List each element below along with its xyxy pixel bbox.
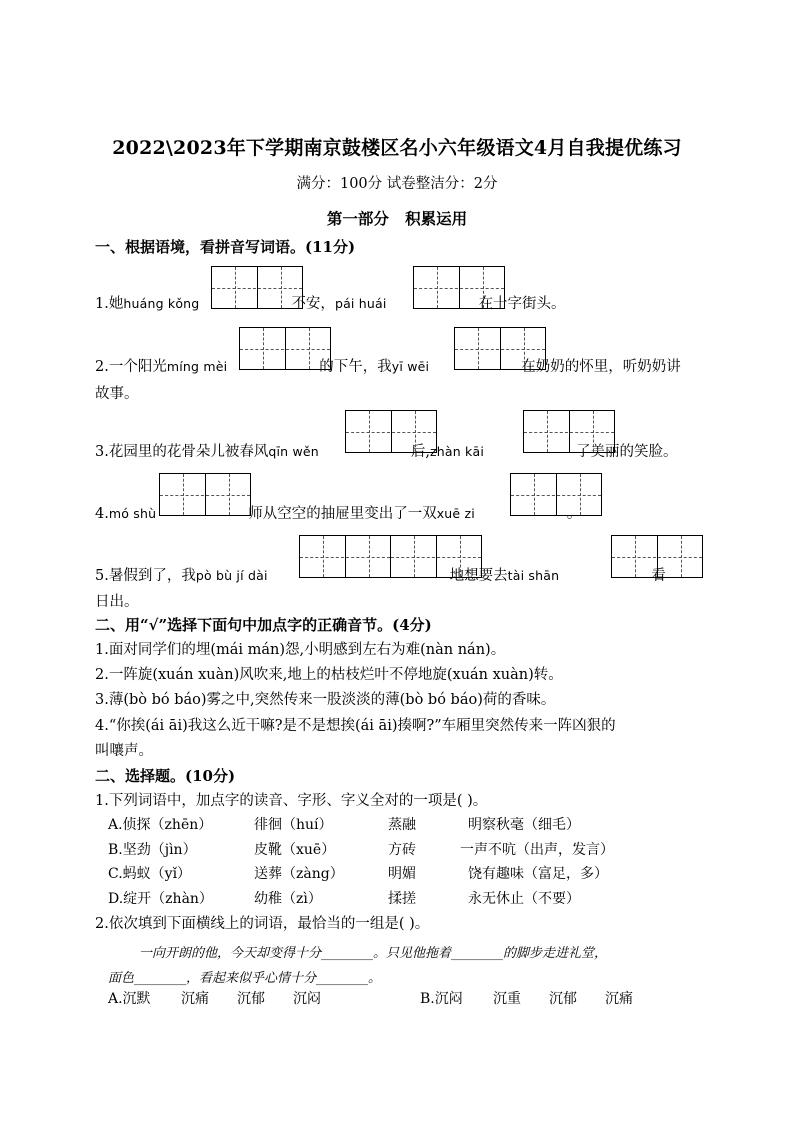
pinyin: xuē zi [436,506,475,521]
question-1: 1.下列词语中，加点字的读音、字形、字义全对的一项是( )。 [95,793,488,809]
option-a[interactable]: A.侦探（zhēn） [108,817,213,833]
section2-item: 4.“你挨(ái āi)我这么近干嘛?是不是想挨(ái āi)揍啊?”车厢里突然传来一阵凶狠的 [95,718,616,734]
answer-grid[interactable] [611,535,703,578]
option-b-word: 沉郁 [549,991,577,1007]
option-a-word: 沉闷 [293,991,321,1007]
pinyin: pò bù jí dài [195,568,268,583]
option-c-word: 明媚 [388,866,416,882]
section1-heading: 一、根据语境，看拼音写词语。(11分) [95,238,356,256]
pinyin: pái huái [334,296,387,311]
answer-grid[interactable] [299,535,391,578]
option-c[interactable]: C.蚂蚁（yǐ） [108,866,192,882]
pinyin: qīn wěn [268,444,319,459]
pinyin: tài shān [507,568,560,583]
q2-line-cont: 故事。 [95,386,139,402]
option-a-word: 明察秋毫（细毛） [468,817,580,833]
section2-item: 3.薄(bò bó báo)雾之中,突然传来一股淡淡的薄(bò bó báo)荷的香味。 [95,692,556,708]
answer-grid[interactable] [239,327,331,370]
pinyin: mó shù [108,506,157,521]
option-d-word: 幼稚（zì） [254,891,322,907]
option-a-word: 徘徊（huí） [254,817,333,833]
option-c-word: 饶有趣味（富足，多） [468,866,608,882]
section2-heading: 二、用“√”选择下面句中加点字的正确音节。(4分) [95,616,432,634]
score-info: 满分：100分 试卷整洁分：2分 [296,176,498,192]
answer-grid[interactable] [345,410,437,453]
section2-item: 叫嚷声。 [95,743,153,759]
option-b-word: 皮靴（xuē） [254,842,336,858]
answer-grid[interactable] [390,535,482,578]
option-c-word: 送葬（zàng） [254,866,344,882]
option-a[interactable]: A.沉默 [108,991,151,1007]
answer-grid[interactable] [211,266,303,309]
section2-item: 2.一阵旋(xuán xuàn)风吹来,地上的枯枝烂叶不停地旋(xuán xuàn)转。 [95,667,563,683]
option-b[interactable]: B.沉闷 [420,991,463,1007]
section3-heading: 二、选择题。(10分) [95,767,236,785]
q5-line: 5.暑假到了，我pò bù jí dài 地想要去tài shān 看 [95,568,666,584]
pinyin: míng mèi [166,359,228,374]
passage-line: 一向开朗的他，今天却变得十分________。只见他拖着________的脚步走进礼堂， [139,946,608,961]
answer-grid[interactable] [510,473,602,516]
option-b-word: 沉痛 [605,991,633,1007]
answer-grid[interactable] [454,327,546,370]
pinyin: yī wēi [391,359,430,374]
q1-line: 1.她huáng kǒng 不安，pái huái 在十字街头。 [95,296,566,312]
page-title: 2022\2023年下学期南京鼓楼区名小六年级语文4月自我提优练习 [112,137,682,159]
pinyin: zhàn kāi [430,444,485,459]
answer-grid[interactable] [159,473,251,516]
answer-grid[interactable] [413,266,505,309]
option-b-word: 方砖 [388,842,416,858]
answer-grid[interactable] [523,410,615,453]
section2-item: 1.面对同学们的埋(mái mán)怨,小明感到左右为难(nàn nán)。 [95,642,506,658]
q4-line: 4.mó shù 师从空空的抽屉里变出了一双xuē zi 。 [95,506,582,522]
pinyin: huáng kǒng [123,296,200,311]
q2-line: 2.一个阳光míng mèi 的下午，我yī wēi 在奶奶的怀里，听奶奶讲 [95,359,681,375]
option-a-word: 沉痛 [181,991,209,1007]
option-a-word: 蒸融 [388,817,416,833]
part-heading: 第一部分 积累运用 [326,209,468,228]
option-b-word: 一声不吭（出声，发言） [460,842,614,858]
q5-line-cont: 日出。 [95,594,139,610]
option-d-word: 永无休止（不要） [468,891,580,907]
question-2: 2.依次填到下面横线上的词语，最恰当的一组是( )。 [95,916,430,932]
option-b-word: 沉重 [493,991,521,1007]
option-a-word: 沉郁 [237,991,265,1007]
passage-line: 面色________，看起来似乎心情十分________。 [108,971,382,986]
option-d-word: 揉搓 [388,891,416,907]
option-d[interactable]: D.绽开（zhàn） [108,891,213,907]
q3-line: 3.花园里的花骨朵儿被春风qīn wěn 后,zhàn kāi 了美丽的笑脸。 [95,444,678,460]
option-b[interactable]: B.坚劲（jìn） [108,842,197,858]
